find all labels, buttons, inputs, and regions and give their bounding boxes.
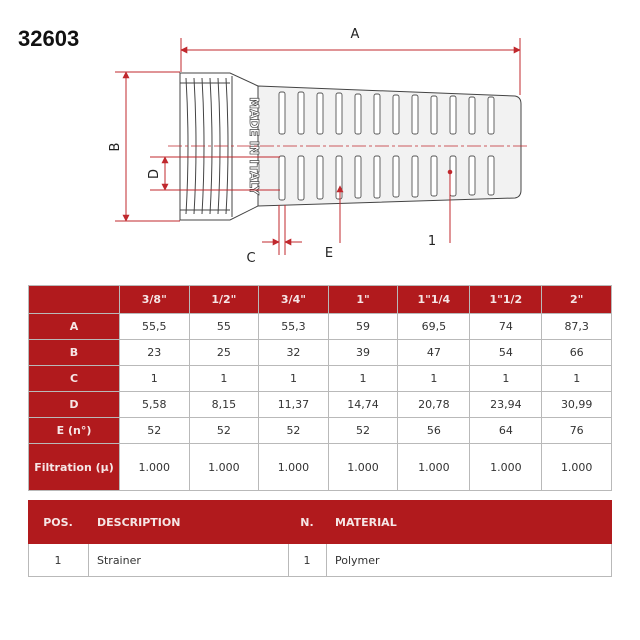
spec-cell: 52 [120,418,190,444]
spec-cell: 1 [259,366,329,392]
parts-header-material: MATERIAL [327,501,612,544]
spec-cell: 52 [259,418,329,444]
spec-col-header: 1/2" [189,286,259,314]
parts-table [28,500,612,577]
spec-col-header: 1"1/4 [398,286,470,314]
spec-cell: 1.000 [328,444,398,491]
dimension-b [115,72,180,221]
parts-cell-pos: 1 [29,544,89,577]
spec-cell: 30,99 [542,392,612,418]
spec-row-d [29,392,612,418]
spec-cell: 14,74 [328,392,398,418]
spec-row-label: A [29,314,120,340]
spec-cell: 66 [542,340,612,366]
spec-cell: 1.000 [398,444,470,491]
made-in-italy-imprint: MADE IN ITALY [247,97,261,195]
spec-row-label: E (n°) [29,418,120,444]
spec-cell: 1.000 [542,444,612,491]
strainer-body [258,86,521,206]
spec-cell: 55 [189,314,259,340]
dimension-a-label: A [350,27,360,42]
spec-cell: 54 [470,340,542,366]
spec-cell: 47 [398,340,470,366]
spec-cell: 87,3 [542,314,612,340]
leader-e-label: E [324,246,334,261]
parts-cell-material: Polymer [327,544,612,577]
technical-drawing [0,0,640,280]
spec-cell: 64 [470,418,542,444]
spec-cell: 1.000 [120,444,190,491]
spec-header-corner [29,286,120,314]
threaded-head [180,73,258,220]
spec-col-header: 3/8" [120,286,190,314]
dimension-c [262,205,302,255]
spec-cell: 56 [398,418,470,444]
parts-header-row [29,501,612,544]
spec-row-a [29,314,612,340]
spec-cell: 1 [120,366,190,392]
spec-cell: 23,94 [470,392,542,418]
spec-row-label: B [29,340,120,366]
spec-cell: 59 [328,314,398,340]
spec-cell: 25 [189,340,259,366]
parts-cell-n: 1 [289,544,327,577]
dimension-d-label: D [147,168,162,180]
spec-cell: 74 [470,314,542,340]
spec-cell: 1.000 [470,444,542,491]
spec-cell: 76 [542,418,612,444]
spec-cell: 52 [328,418,398,444]
spec-cell: 1 [189,366,259,392]
spec-cell: 1 [470,366,542,392]
spec-cell: 20,78 [398,392,470,418]
spec-cell: 1.000 [259,444,329,491]
spec-row-label: C [29,366,120,392]
spec-row-c [29,366,612,392]
dimension-b-label: B [108,142,123,152]
spec-cell: 55,5 [120,314,190,340]
parts-cell-description: Strainer [89,544,289,577]
spec-cell: 52 [189,418,259,444]
parts-row [29,544,612,577]
spec-cell: 39 [328,340,398,366]
parts-header-pos: POS. [29,501,89,544]
spec-col-header: 1"1/2 [470,286,542,314]
spec-cell: 5,58 [120,392,190,418]
spec-row-b [29,340,612,366]
product-code: 32603 [18,26,80,51]
dimension-c-label: C [246,251,256,266]
spec-cell: 1 [542,366,612,392]
leader-position-1-label: 1 [427,234,437,249]
parts-header-description: DESCRIPTION [89,501,289,544]
spec-cell: 1 [328,366,398,392]
spec-row-e [29,418,612,444]
spec-cell: 8,15 [189,392,259,418]
spec-cell: 55,3 [259,314,329,340]
spec-cell: 69,5 [398,314,470,340]
spec-cell: 32 [259,340,329,366]
spec-row-label: D [29,392,120,418]
spec-row-filtration [29,444,612,491]
spec-col-header: 1" [328,286,398,314]
spec-col-header: 2" [542,286,612,314]
spec-col-header: 3/4" [259,286,329,314]
spec-cell: 1 [398,366,470,392]
spec-row-label: Filtration (µ) [29,444,120,491]
spec-cell: 11,37 [259,392,329,418]
specification-table [28,285,612,491]
spec-header-row [29,286,612,314]
spec-cell: 23 [120,340,190,366]
parts-header-n: N. [289,501,327,544]
spec-cell: 1.000 [189,444,259,491]
